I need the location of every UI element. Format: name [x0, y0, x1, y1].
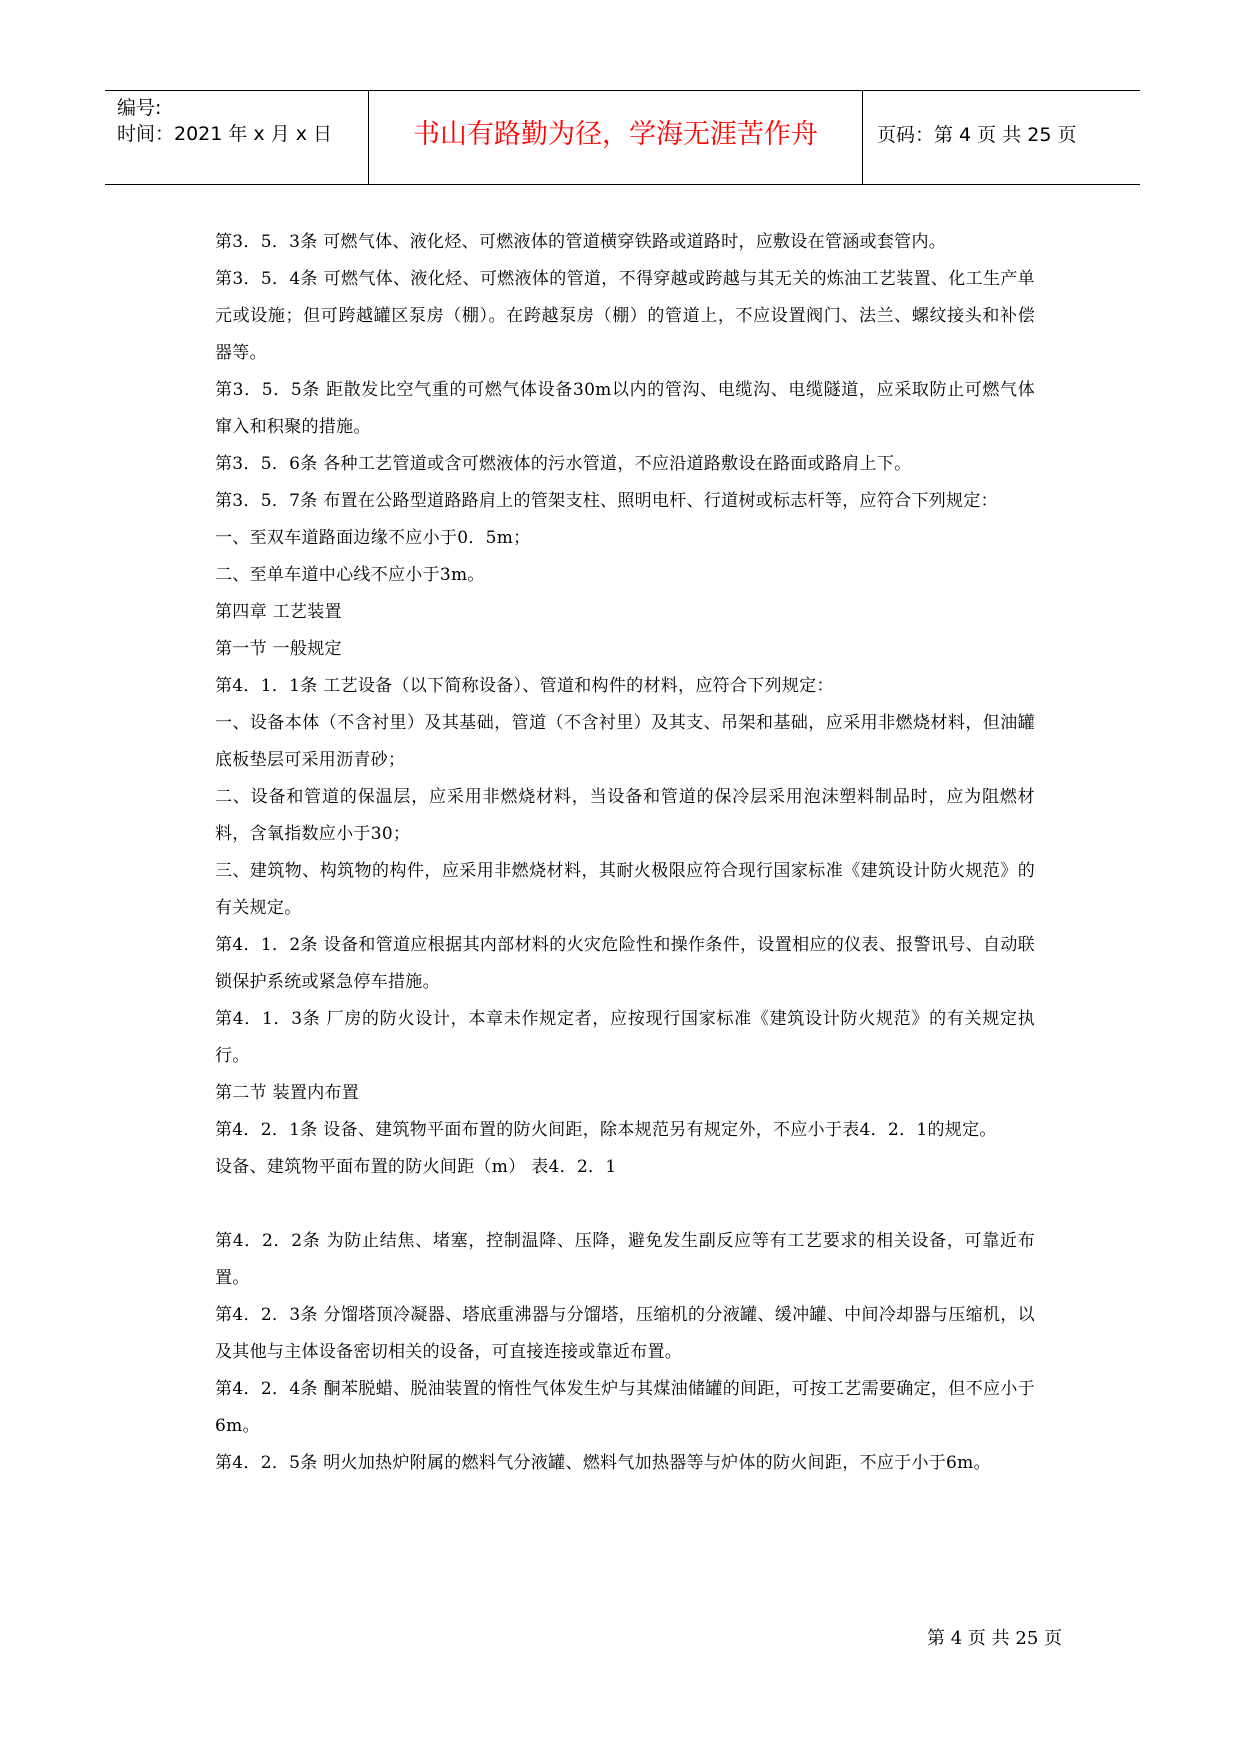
paragraph-3-5-4: 第3．5．4条 可燃气体、液化烃、可燃液体的管道，不得穿越或跨越与其无关的炼油工艺装置、化工生产单元或设施；但可跨越罐区泵房（棚）。在跨越泵房（棚）的管道上，不应设置阀门、法兰、螺纹接头和补偿器等。	[215, 269, 1035, 363]
paragraph-3-5-7: 第3．5．7条 布置在公路型道路路肩上的管架支柱、照明电杆、行道树或标志杆等，应符合下列规定：	[215, 491, 998, 511]
paragraph-4-2-5: 第4．2．5条 明火加热炉附属的燃料气分液罐、燃料气加热器等与炉体的防火间距，不应于小于6m。	[215, 1453, 991, 1473]
page-footer: 第 4 页 共 25 页	[927, 1628, 1062, 1649]
blank-line	[215, 1186, 1035, 1223]
header-page-number: 页码：第 4 页 共 25 页	[877, 124, 1077, 146]
paragraph-4-2-1: 第4．2．1条 设备、建筑物平面布置的防火间距，除本规范另有规定外，不应小于表4．2．1的规定。	[215, 1120, 997, 1140]
header-page-cell	[863, 91, 1140, 184]
list-item-2: 二、至单车道中心线不应小于3m。	[215, 565, 485, 585]
chapter-heading: 第四章 工艺装置	[215, 602, 342, 622]
paragraph-4-2-2: 第4．2．2条 为防止结焦、堵塞，控制温降、压降，避免发生副反应等有工艺要求的相关设备，可靠近布置。	[215, 1231, 1035, 1288]
document-time-label: 时间：2021 年 x 月 x 日	[117, 123, 333, 145]
page-header	[105, 90, 1140, 185]
paragraph-4-1-3: 第4．1．3条 厂房的防火设计，本章未作规定者，应按现行国家标准《建筑设计防火规范》的有关规定执行。	[215, 1009, 1035, 1066]
section-heading-1: 第一节 一般规定	[215, 639, 342, 659]
paragraph-3-5-3: 第3．5．3条 可燃气体、液化烃、可燃液体的管道横穿铁路或道路时，应敷设在管涵或套管内。	[215, 232, 947, 252]
paragraph-3-5-5: 第3．5．5条 距散发比空气重的可燃气体设备30m以内的管沟、电缆沟、电缆隧道，应采取防止可燃气体窜入和积聚的措施。	[215, 380, 1035, 437]
table-caption: 设备、建筑物平面布置的防火间距（m） 表4．2．1	[215, 1157, 617, 1177]
list-item-3: 三、建筑物、构筑物的构件，应采用非燃烧材料，其耐火极限应符合现行国家标准《建筑设计防火规范》的有关规定。	[215, 861, 1035, 918]
section-heading-2: 第二节 装置内布置	[215, 1083, 360, 1103]
paragraph-3-5-6: 第3．5．6条 各种工艺管道或含可燃液体的污水管道，不应沿道路敷设在路面或路肩上下。	[215, 454, 912, 474]
list-item-2: 二、设备和管道的保温层，应采用非燃烧材料，当设备和管道的保冷层采用泡沫塑料制品时，应为阻燃材料，含氧指数应小于30；	[215, 787, 1035, 844]
paragraph-4-2-4: 第4．2．4条 酮苯脱蜡、脱油装置的惰性气体发生炉与其煤油储罐的间距，可按工艺需要确定，但不应小于6m。	[215, 1379, 1035, 1436]
list-item-1: 一、设备本体（不含衬里）及其基础，管道（不含衬里）及其支、吊架和基础，应采用非燃烧材料，但油罐底板垫层可采用沥青砂；	[215, 713, 1035, 770]
header-info-cell	[105, 91, 369, 184]
list-item-1: 一、至双车道路面边缘不应小于0．5m；	[215, 528, 531, 548]
document-number-label: 编号:	[117, 97, 162, 119]
paragraph-4-1-1: 第4．1．1条 工艺设备（以下简称设备）、管道和构件的材料，应符合下列规定：	[215, 676, 834, 696]
header-motto: 书山有路勤为径，学海无涯苦作舟	[413, 119, 818, 150]
paragraph-4-1-2: 第4．1．2条 设备和管道应根据其内部材料的火灾危险性和操作条件，设置相应的仪表、报警讯号、自动联锁保护系统或紧急停车措施。	[215, 935, 1035, 992]
header-motto-cell	[369, 91, 863, 184]
paragraph-4-2-3: 第4．2．3条 分馏塔顶冷凝器、塔底重沸器与分馏塔，压缩机的分液罐、缓冲罐、中间冷却器与压缩机，以及其他与主体设备密切相关的设备，可直接连接或靠近布置。	[215, 1305, 1035, 1362]
document-body	[215, 224, 1035, 1482]
